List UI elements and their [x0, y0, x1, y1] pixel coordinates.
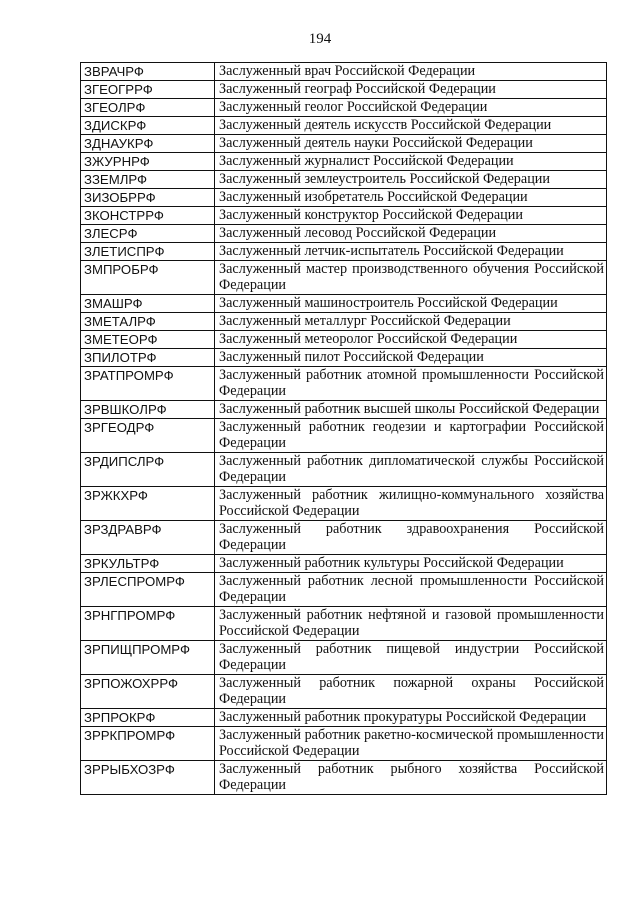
row-title: Заслуженный врач Российской Федерации [215, 63, 607, 81]
table-row [81, 401, 607, 419]
table-row [81, 189, 607, 207]
table-row [81, 153, 607, 171]
table-row [81, 243, 607, 261]
table-row [81, 117, 607, 135]
titles-table-body [81, 63, 607, 795]
row-code: ЗРДИПСЛРФ [81, 453, 215, 487]
row-title: Заслуженный лесовод Российской Федерации [215, 225, 607, 243]
table-row [81, 521, 607, 555]
table-row [81, 313, 607, 331]
table-row [81, 727, 607, 761]
row-code: ЗРЖКХРФ [81, 487, 215, 521]
row-code: ЗРПОЖОХРРФ [81, 675, 215, 709]
row-code: ЗПИЛОТРФ [81, 349, 215, 367]
row-title: Заслуженный работник пожарной охраны Российской Федерации [215, 675, 607, 709]
table-row [81, 367, 607, 401]
row-title: Заслуженный мастер производственного обучения Российской Федерации [215, 261, 607, 295]
row-code: ЗРВШКОЛРФ [81, 401, 215, 419]
table-row [81, 555, 607, 573]
row-title: Заслуженный металлург Российской Федерации [215, 313, 607, 331]
table-row [81, 225, 607, 243]
table-row [81, 135, 607, 153]
table-row [81, 675, 607, 709]
row-title: Заслуженный работник прокуратуры Российской Федерации [215, 709, 607, 727]
row-title: Заслуженный изобретатель Российской Федерации [215, 189, 607, 207]
table-row [81, 349, 607, 367]
table-row [81, 573, 607, 607]
table-row [81, 331, 607, 349]
row-code: ЗРНГПРОМРФ [81, 607, 215, 641]
row-title: Заслуженный работник здравоохранения Российской Федерации [215, 521, 607, 555]
row-code: ЗРЛЕСПРОМРФ [81, 573, 215, 607]
row-title: Заслуженный землеустроитель Российской Федерации [215, 171, 607, 189]
row-code: ЗМЕТЕОРФ [81, 331, 215, 349]
table-row [81, 761, 607, 795]
row-code: ЗЗЕМЛРФ [81, 171, 215, 189]
table-row [81, 453, 607, 487]
row-code: ЗГЕОГРРФ [81, 81, 215, 99]
row-code: ЗЛЕТИСПРФ [81, 243, 215, 261]
row-title: Заслуженный работник высшей школы Российской Федерации [215, 401, 607, 419]
row-code: ЗМЕТАЛРФ [81, 313, 215, 331]
table-row [81, 99, 607, 117]
row-title: Заслуженный работник ракетно-космической промышленности Российской Федерации [215, 727, 607, 761]
row-title: Заслуженный работник лесной промышленности Российской Федерации [215, 573, 607, 607]
row-title: Заслуженный географ Российской Федерации [215, 81, 607, 99]
table-row [81, 261, 607, 295]
row-code: ЗРРКПРОМРФ [81, 727, 215, 761]
row-title: Заслуженный геолог Российской Федерации [215, 99, 607, 117]
table-row [81, 81, 607, 99]
row-title: Заслуженный летчик-испытатель Российской Федерации [215, 243, 607, 261]
page-number: 194 [308, 31, 332, 47]
row-code: ЗДИСКРФ [81, 117, 215, 135]
row-title: Заслуженный журналист Российской Федерации [215, 153, 607, 171]
titles-table [80, 62, 607, 795]
row-title: Заслуженный работник рыбного хозяйства Российской Федерации [215, 761, 607, 795]
row-code: ЗРПИЩПРОМРФ [81, 641, 215, 675]
row-title: Заслуженный работник культуры Российской Федерации [215, 555, 607, 573]
table-row [81, 487, 607, 521]
row-code: ЗРГЕОДРФ [81, 419, 215, 453]
row-code: ЗИЗОБРРФ [81, 189, 215, 207]
row-title: Заслуженный машиностроитель Российской Федерации [215, 295, 607, 313]
table-row [81, 171, 607, 189]
table-row [81, 207, 607, 225]
row-title: Заслуженный деятель искусств Российской Федерации [215, 117, 607, 135]
row-code: ЗРАТПРОМРФ [81, 367, 215, 401]
row-title: Заслуженный работник дипломатической службы Российской Федерации [215, 453, 607, 487]
row-code: ЗЖУРНРФ [81, 153, 215, 171]
row-title: Заслуженный работник пищевой индустрии Российской Федерации [215, 641, 607, 675]
row-code: ЗГЕОЛРФ [81, 99, 215, 117]
row-code: ЗРЗДРАВРФ [81, 521, 215, 555]
row-title: Заслуженный работник атомной промышленности Российской Федерации [215, 367, 607, 401]
row-title: Заслуженный работник жилищно-коммунального хозяйства Российской Федерации [215, 487, 607, 521]
row-code: ЗМАШРФ [81, 295, 215, 313]
table-row [81, 607, 607, 641]
row-title: Заслуженный работник нефтяной и газовой промышленности Российской Федерации [215, 607, 607, 641]
row-title: Заслуженный метеоролог Российской Федерации [215, 331, 607, 349]
table-row [81, 641, 607, 675]
row-code: ЗМПРОБРФ [81, 261, 215, 295]
row-title: Заслуженный работник геодезии и картографии Российской Федерации [215, 419, 607, 453]
row-title: Заслуженный пилот Российской Федерации [215, 349, 607, 367]
row-title: Заслуженный деятель науки Российской Федерации [215, 135, 607, 153]
row-code: ЗРКУЛЬТРФ [81, 555, 215, 573]
row-code: ЗРПРОКРФ [81, 709, 215, 727]
table-row [81, 419, 607, 453]
row-title: Заслуженный конструктор Российской Федерации [215, 207, 607, 225]
row-code: ЗДНАУКРФ [81, 135, 215, 153]
row-code: ЗВРАЧРФ [81, 63, 215, 81]
table-row [81, 63, 607, 81]
row-code: ЗЛЕСРФ [81, 225, 215, 243]
row-code: ЗКОНСТРРФ [81, 207, 215, 225]
table-row [81, 709, 607, 727]
row-code: ЗРРЫБХОЗРФ [81, 761, 215, 795]
table-row [81, 295, 607, 313]
